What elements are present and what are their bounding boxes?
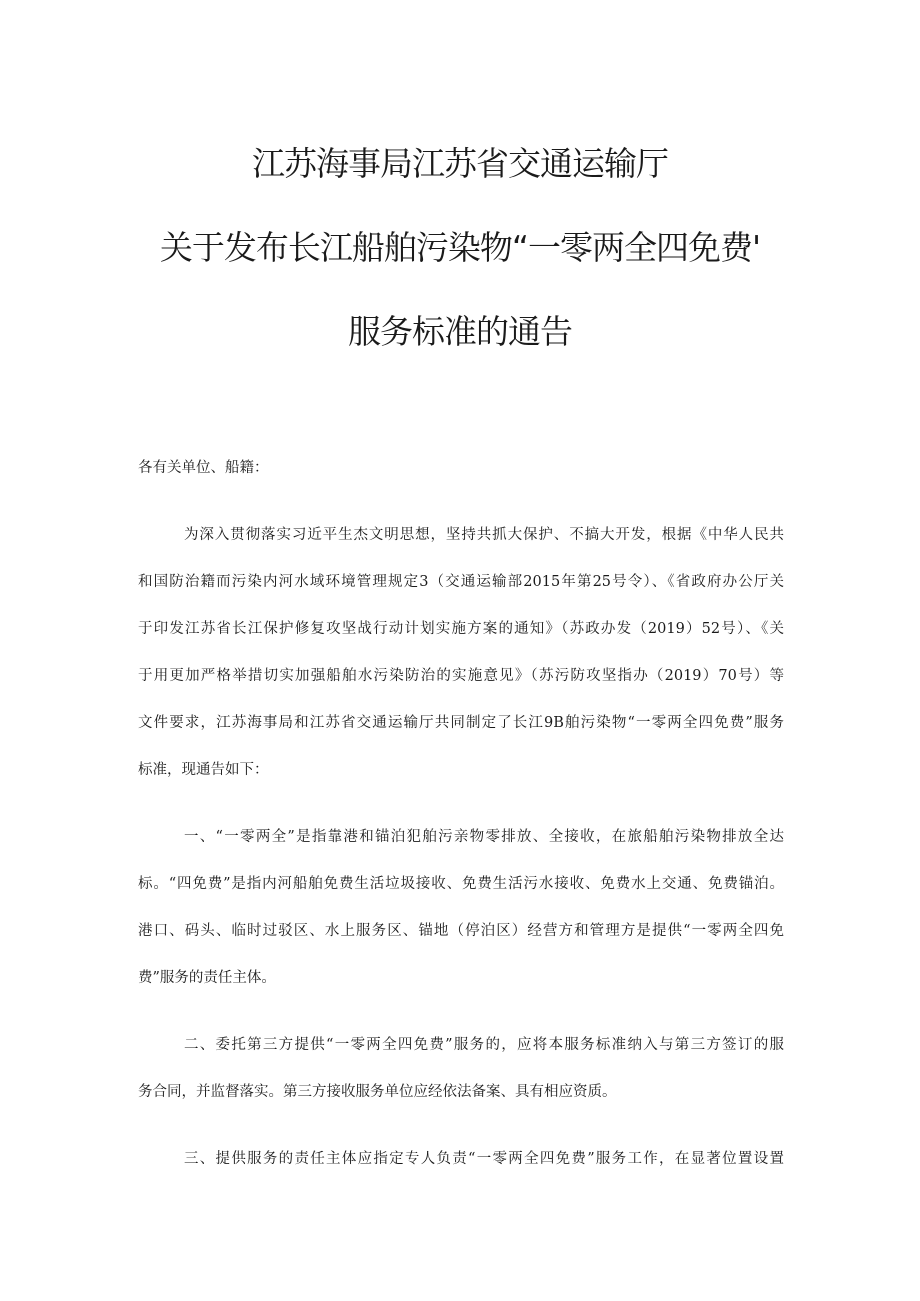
paragraph-1-line-5: 文件要求，江苏海事局和江苏省交通运输厅共同制定了长江9B舶污染物“一零两全四免费”服务 <box>138 715 784 731</box>
paragraph-3-line-2: 务合同，并监督落实。第三方接收服务单位应经依法备案、具有相应资质。 <box>138 1084 617 1100</box>
title-line-3: 服务标准的通告 <box>348 312 572 351</box>
paragraph-1-line-6: 标准，现通告如下： <box>138 762 269 778</box>
paragraph-1-line-4: 于用更加严格举措切实加强船舶水污染防治的实施意见》（苏污防攻坚指办（2019）70号）等 <box>138 668 784 684</box>
paragraph-2-line-3: 港口、码头、临时过驳区、水上服务区、锚地（停泊区）经营方和管理方是提供“一零两全四免 <box>138 923 784 939</box>
paragraph-1-line-3: 于印发江苏省长江保护修复攻坚战行动计划实施方案的通知》（苏政办发（2019）52号）、《关 <box>138 621 784 637</box>
title-line-2: 关于发布长江船舶污染物“一零两全四免费' <box>159 228 761 267</box>
paragraph-2-line-1: 一、“一零两全”是指靠港和锚泊犯舶污亲物零排放、全接收，在旅船舶污染物排放全达 <box>184 829 784 845</box>
paragraph-1-line-1: 为深入贯彻落实习近平生杰文明思想，坚持共抓大保护、不搞大开发，根据《中华人民共 <box>184 527 784 543</box>
paragraph-3-line-1: 二、委托第三方提供“一零两全四免费”服务的，应将本服务标准纳入与第三方签订的服 <box>184 1037 784 1053</box>
title-line-1: 江苏海事局江苏省交通运输厅 <box>252 144 668 183</box>
salutation: 各有关单位、船籍： <box>138 460 269 476</box>
paragraph-2-line-4: 费”服务的责任主体。 <box>138 970 276 986</box>
paragraph-4-line-1: 三、提供服务的责任主体应指定专人负责“一零两全四免费”服务工作，在显著位置设置 <box>184 1151 784 1167</box>
paragraph-1-line-2: 和国防治籍而污染内河水域环境管理规定3（交通运输部2015年第25号令）、《省政府办公厅关 <box>138 574 784 590</box>
paragraph-2-line-2: 标。“四免费”是指内河船舶免费生活垃圾接收、免费生活污水接收、免费水上交通、免费锚泊。 <box>138 876 784 892</box>
